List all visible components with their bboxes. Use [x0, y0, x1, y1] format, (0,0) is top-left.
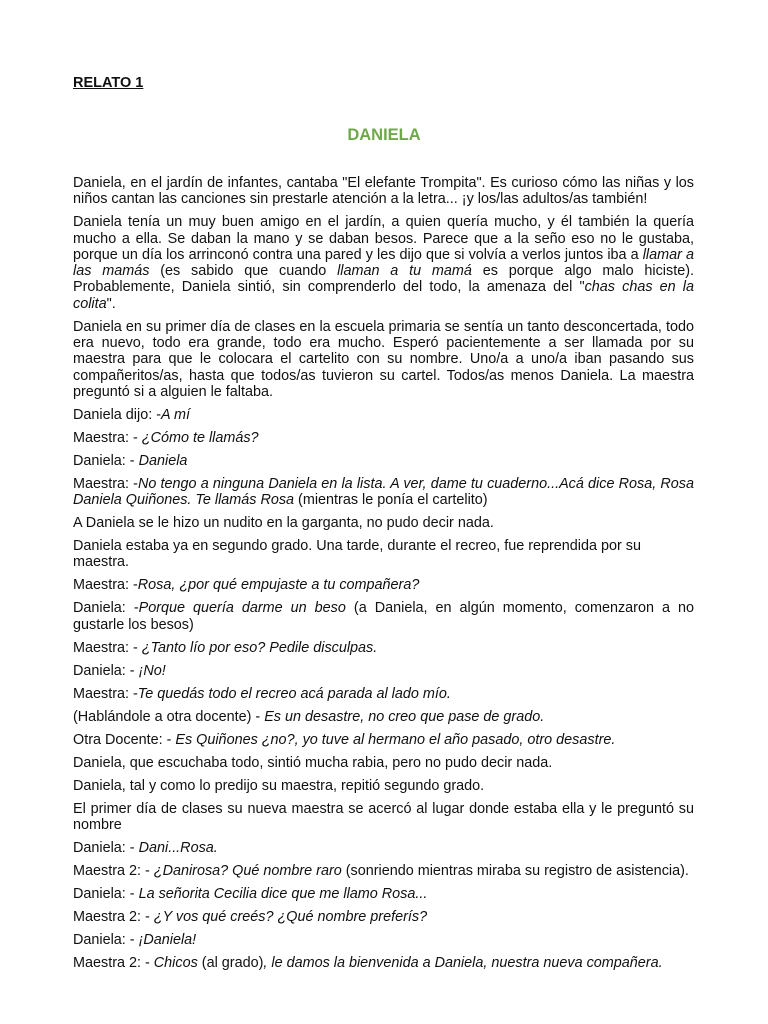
text-segment: (al grado) — [197, 954, 264, 971]
story-paragraph — [73, 430, 694, 446]
text-segment: Maestra: - — [73, 475, 138, 492]
story-body — [73, 175, 694, 978]
italic-text: Es Quiñones ¿no?, yo tuve al hermano el año pasado, otro desastre. — [175, 731, 616, 748]
italic-text: Porque quería darme un beso — [138, 600, 346, 617]
text-segment: Daniela tenía un muy buen amigo en el jardín, a quien quería mucho, y él también la quería mucho a ella. Se daban la mano y se daban besos. Parece que a la seño eso no le gustaba, porque un día los arrinconó contra una pared y les dijo que si volvía a verlos juntos iba a — [73, 214, 694, 263]
text-segment: Maestra: - — [73, 577, 138, 594]
story-paragraph — [73, 955, 694, 971]
story-paragraph — [73, 476, 694, 509]
story-paragraph — [73, 600, 694, 633]
text-segment: (Hablándole a otra docente) - — [73, 708, 265, 725]
text-segment: Daniela, que escuchaba todo, sintió mucha rabia, pero no pudo decir nada. — [73, 754, 553, 771]
text-segment: (sonriendo mientras miraba su registro de asistencia). — [341, 862, 689, 879]
story-paragraph — [73, 663, 694, 679]
text-segment: Daniela: - — [73, 662, 139, 679]
text-segment: Daniela, en el jardín de infantes, cantaba "El elefante Trompita". Es curioso cómo las niñas y los niños cantan las canciones sin prestarle atención a la letra... ¡y los/las adultos/as también! — [73, 175, 694, 208]
story-paragraph — [73, 538, 694, 571]
story-paragraph — [73, 932, 694, 948]
italic-text: ¡Daniela! — [138, 931, 197, 948]
italic-text: La señorita Cecilia dice que me llamo Rosa... — [138, 885, 428, 902]
story-paragraph — [73, 577, 694, 593]
text-segment: Maestra: - — [73, 639, 142, 656]
text-segment: Otra Docente: - — [73, 731, 176, 748]
text-segment: Daniela dijo: - — [73, 406, 161, 423]
story-paragraph — [73, 778, 694, 794]
text-segment: A Daniela se le hizo un nudito en la garganta, no pudo decir nada. — [73, 515, 494, 532]
story-paragraph — [73, 755, 694, 771]
text-segment: Maestra: - — [73, 685, 138, 702]
italic-text: ¿Y vos qué creés? ¿Qué nombre preferís? — [153, 908, 428, 925]
text-segment: Daniela en su primer día de clases en la escuela primaria se sentía un tanto desconcertada, todo era nuevo, todo era grande, todo era mucho. Esperó pacientemente a ser llamada por su maestra para que le colocara el cartelito con su nombre. Uno/a a uno/a iban pasando sus compañeritos/as, hasta que todos/as tuvieron su cartel. Todos/as menos Daniela. La maestra preguntó si a alguien le faltaba. — [73, 318, 694, 400]
italic-text: llaman a tu mamá — [337, 263, 472, 280]
text-segment: (a Daniela, en algún momento, comenzaron a no gustarle los besos) — [73, 600, 695, 633]
italic-text: Rosa, ¿por qué empujaste a tu compañera? — [137, 577, 420, 594]
text-segment: Daniela: - — [73, 839, 139, 856]
italic-text: Chicos — [153, 954, 198, 971]
text-segment: (mientras le ponía el cartelito) — [294, 492, 488, 509]
italic-text: , le damos la bienvenida a Daniela, nuestra nueva compañera. — [263, 954, 663, 971]
story-paragraph — [73, 909, 694, 925]
italic-text: ¿Tanto lío por eso? Pedile disculpas. — [141, 639, 378, 656]
story-paragraph — [73, 686, 694, 702]
story-paragraph — [73, 453, 694, 469]
italic-text: Te quedás todo el recreo acá parada al lado mío. — [137, 685, 451, 702]
story-paragraph — [73, 886, 694, 902]
italic-text: No tengo a ninguna Daniela en la lista. A ver, dame tu cuaderno...Acá dice Rosa, Rosa Daniela Quiñones. Te llamás Rosa — [73, 475, 695, 509]
italic-text: A mí — [161, 406, 191, 423]
story-paragraph — [73, 840, 694, 856]
text-segment: Maestra 2: - — [73, 862, 154, 879]
text-segment: Daniela: - — [73, 600, 139, 617]
story-paragraph — [73, 515, 694, 531]
story-paragraph — [73, 732, 694, 748]
italic-text: Dani...Rosa. — [138, 839, 218, 856]
story-paragraph — [73, 407, 694, 423]
text-segment: Maestra 2: - — [73, 908, 154, 925]
text-segment: Daniela: - — [73, 885, 139, 902]
italic-text: ¡No! — [138, 662, 166, 679]
story-paragraph — [73, 214, 694, 312]
italic-text: ¿Cómo te llamás? — [141, 429, 259, 446]
story-paragraph — [73, 640, 694, 656]
text-segment: Daniela, tal y como lo predijo su maestra, repitió segundo grado. — [73, 777, 485, 794]
italic-text: Daniela — [138, 452, 188, 469]
text-segment: (es sabido que cuando — [149, 263, 338, 280]
text-segment: El primer día de clases su nueva maestra se acercó al lugar donde estaba ella y le preguntó su nombre — [73, 800, 694, 833]
italic-text: Es un desastre, no creo que pase de grado. — [264, 708, 545, 725]
italic-text: ¿Danirosa? Qué nombre raro — [153, 862, 342, 879]
italic-text: llamar a las mamás — [73, 246, 694, 280]
text-segment: Maestra 2: - — [73, 954, 154, 971]
text-segment: Daniela: - — [73, 452, 139, 469]
story-paragraph — [73, 801, 694, 834]
story-paragraph — [73, 709, 694, 725]
text-segment: es porque algo malo hiciste). Probablemente, Daniela sintió, sin comprenderlo del todo, la amenaza del " — [73, 263, 694, 296]
story-number-heading: RELATO 1 — [73, 75, 144, 91]
story-paragraph — [73, 863, 694, 879]
text-segment: Daniela estaba ya en segundo grado. Una tarde, durante el recreo, fue reprendida por su maestra. — [73, 538, 642, 571]
text-segment: Maestra: - — [73, 429, 142, 446]
italic-text: chas chas en la colita — [73, 279, 695, 312]
text-segment: ". — [106, 295, 116, 312]
story-paragraph — [73, 175, 694, 208]
story-paragraph — [73, 319, 694, 400]
text-segment: Daniela: - — [73, 931, 139, 948]
story-title: DANIELA — [347, 126, 421, 144]
